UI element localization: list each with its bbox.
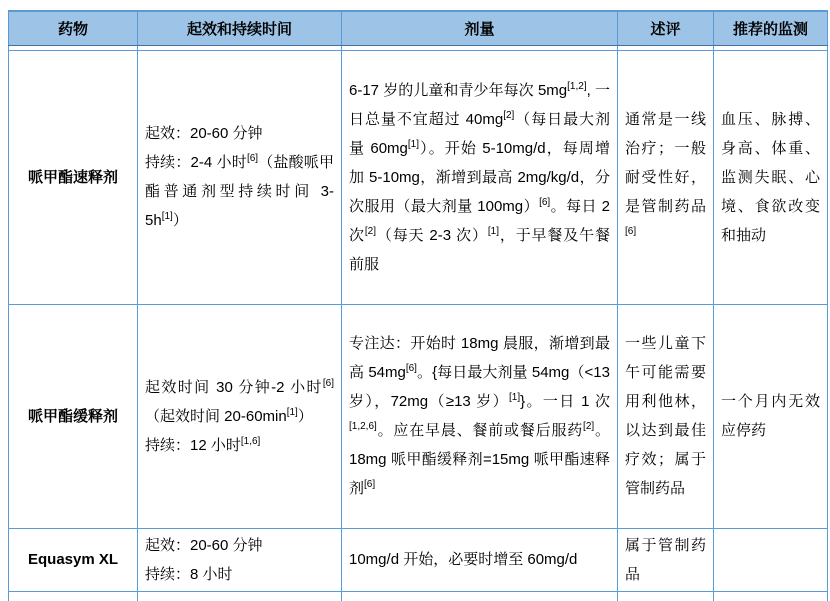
cell-drug: 哌甲酯速释剂 bbox=[9, 50, 138, 304]
cell-paragraph: 持续：2-4 小时[6]（盐酸哌甲酯普通剂型持续时间 3-5h[1]） bbox=[145, 153, 334, 229]
cell-comment bbox=[618, 50, 714, 304]
table-row bbox=[9, 528, 828, 591]
col-header-dose: 剂量 bbox=[342, 11, 618, 45]
cell-paragraph: 起效时间 30 分钟-2 小时[6]（起效时间 20-60min[1]） bbox=[145, 377, 334, 425]
reference-superscript: [1] bbox=[487, 225, 499, 237]
cell-paragraph: 一些儿童下午可能需要用利他林，以达到最佳疗效；属于管制药品 bbox=[625, 335, 706, 497]
cell-paragraph: 10mg/d 开始，必要时增至 60mg/d bbox=[349, 551, 578, 568]
cell-paragraph: 6-17 岁的儿童和青少年每次 5mg[1,2], 一日总量不宜超过 40mg[2]（每日最大剂量 60mg[1]）。开始 5-10mg/d，每周增加 5-10mg，渐增到最高 2mg/kg/d，分次服用（最大剂量 100mg）[6]。每日 2 次[2]（每天 2-3 次）[1]，于早餐及午餐前服 bbox=[349, 80, 610, 273]
cell-dose bbox=[342, 528, 618, 591]
cell-dose bbox=[342, 591, 618, 601]
table-row bbox=[9, 591, 828, 601]
col-header-monitoring: 推荐的监测 bbox=[714, 11, 828, 45]
cell-dose bbox=[342, 304, 618, 528]
reference-superscript: [6] bbox=[625, 225, 637, 237]
medication-table bbox=[8, 10, 828, 601]
reference-superscript: [2] bbox=[583, 421, 595, 432]
reference-superscript: [1] bbox=[509, 392, 521, 403]
table-header bbox=[9, 11, 828, 50]
header-row bbox=[9, 11, 828, 45]
reference-superscript: [1] bbox=[161, 211, 173, 222]
table-row bbox=[9, 50, 828, 304]
cell-monitoring bbox=[714, 591, 828, 601]
reference-superscript: [1] bbox=[286, 406, 298, 418]
cell-drug bbox=[9, 591, 138, 601]
reference-superscript: [6] bbox=[246, 153, 259, 164]
cell-paragraph: 起效：20-60 分钟 bbox=[145, 536, 263, 554]
cell-paragraph: 起效：20-60 分钟 bbox=[145, 125, 263, 142]
cell-comment bbox=[618, 304, 714, 528]
col-header-drug: 药物 bbox=[9, 11, 138, 45]
cell-paragraph: 属于管制药品 bbox=[625, 536, 706, 583]
cell-paragraph: 专注达：开始时 18mg 晨服，渐增到最高 54mg[6]。{每日最大剂量 54mg（<13 岁），72mg（≥13 岁）[1]}。一日 1 次[1,2,6]。应在早晨、餐前或餐后服药[2]。18mg 哌甲酯缓释剂=15mg 哌甲酯速释剂[6] bbox=[349, 335, 611, 497]
cell-monitoring bbox=[714, 304, 828, 528]
reference-superscript: [1] bbox=[407, 138, 420, 150]
reference-superscript: [1,6] bbox=[240, 435, 261, 447]
reference-superscript: [2] bbox=[364, 225, 376, 237]
reference-superscript: [6] bbox=[405, 363, 417, 374]
col-header-onset-duration: 起效和持续时间 bbox=[138, 11, 342, 45]
col-header-comments: 述评 bbox=[618, 11, 714, 45]
cell-monitoring bbox=[714, 528, 828, 591]
cell-onset bbox=[138, 50, 342, 304]
reference-superscript: [6] bbox=[364, 479, 376, 490]
cell-onset bbox=[138, 304, 342, 528]
reference-superscript: [2] bbox=[503, 109, 515, 121]
reference-superscript: [1,2] bbox=[567, 80, 587, 92]
cell-drug: Equasym XL bbox=[9, 528, 138, 591]
table-body bbox=[9, 50, 828, 601]
cell-paragraph: 持续：12 小时[1,6] bbox=[145, 435, 261, 454]
cell-comment bbox=[618, 528, 714, 591]
reference-superscript: [1,2,6] bbox=[349, 421, 377, 432]
cell-paragraph: 持续：8 小时 bbox=[145, 565, 233, 583]
cell-drug: 哌甲酯缓释剂 bbox=[9, 304, 138, 528]
cell-paragraph: 一个月内无效应停药 bbox=[721, 393, 820, 439]
cell-monitoring bbox=[714, 50, 828, 304]
cell-dose bbox=[342, 50, 618, 304]
cell-onset bbox=[138, 591, 342, 601]
cell-paragraph: 血压、脉搏、身高、体重、监测失眠、心境、食欲改变和抽动 bbox=[721, 110, 820, 244]
cell-comment bbox=[618, 591, 714, 601]
reference-superscript: [6] bbox=[322, 377, 334, 389]
cell-onset bbox=[138, 528, 342, 591]
table-row bbox=[9, 304, 828, 528]
cell-paragraph: 通常是一线治疗；一般耐受性好，是管制药品[6] bbox=[625, 110, 706, 237]
reference-superscript: [6] bbox=[539, 196, 551, 208]
